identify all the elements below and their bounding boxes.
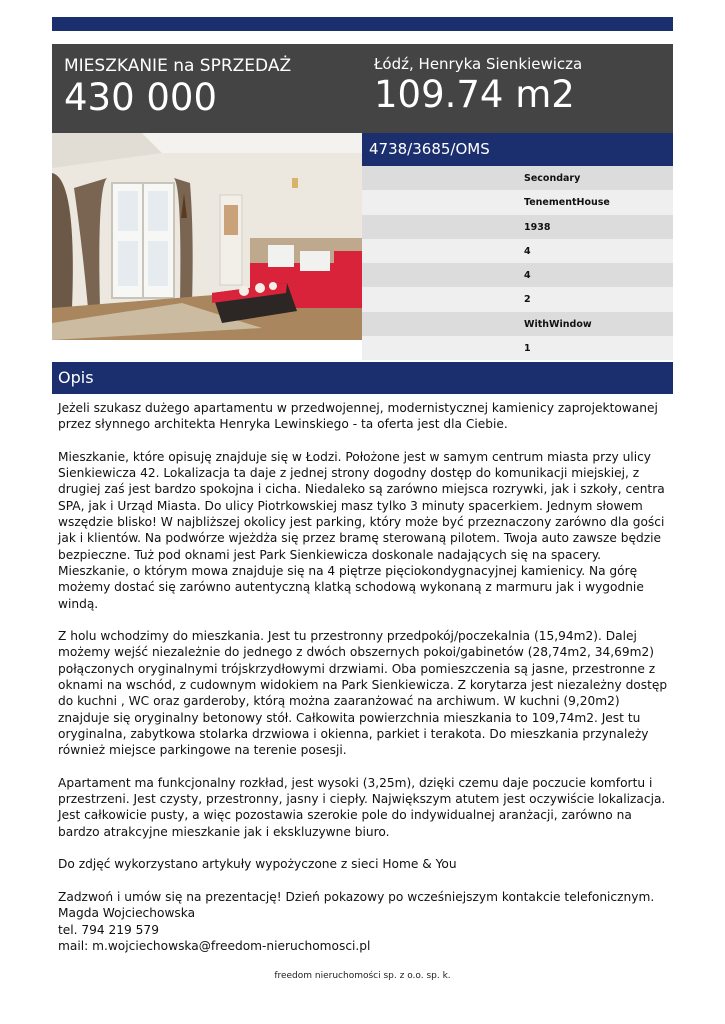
top-accent-bar: [52, 17, 673, 31]
reference-number-bar: [362, 133, 673, 166]
details-value: 1: [524, 343, 531, 355]
details-row-year-built: [362, 215, 673, 239]
living-room-photo: [52, 133, 362, 340]
details-row-building-type: [362, 190, 673, 214]
details-table: [362, 166, 673, 360]
details-row-parking: [362, 336, 673, 360]
listing-photo: [52, 133, 362, 340]
listing-area: 109.74 m2: [374, 73, 575, 116]
details-value: WithWindow: [524, 318, 592, 330]
description-body: [58, 400, 670, 954]
description-paragraph: Z holu wchodzimy do mieszkania. Jest tu przestronny przedpokój/poczekalnia (15,94m2). Dalej możemy wejść niezależnie do jednego z dwóch obszernych pokoi/gabinetów (28,74m2, 34,69m2) połączonych oryginalnymi trójskrzydłowymi drzwiami. Oba pomieszczenia są jasne, przestronne z oknami na wschód, z cudownym widokiem na Park Sienkiewicza. Z korytarza jest niezależny dostęp do kuchni , WC oraz garderoby, którą można zaaranżować na archiwum. W kuchni (9,20m2) znajduje się oryginalny betonowy stół. Całkowita powierzchnia mieszkania to 109,74m2. Jest tu oryginalna, zabytkowa stolarka drzwiowa i okienna, parkiet i terakota. Do mieszkania przynależy również miejsce parkingowe na terenie posesji.: [58, 629, 668, 758]
description-paragraph: Do zdjęć wykorzystano artykuły wypożyczone z sieci Home & You: [58, 857, 457, 872]
description-paragraph: Jeżeli szukasz dużego apartamentu w przedwojennej, modernistycznej kamienicy zaprojektowanej przez słynnego architekta Henryka Lewinskiego - ta oferta jest dla Ciebie.: [58, 401, 658, 432]
listing-header: [52, 44, 673, 133]
reference-number: 4738/3685/OMS: [369, 140, 490, 158]
description-heading: Opis: [58, 368, 94, 387]
description-paragraph: Mieszkanie, które opisuję znajduje się w Łodzi. Położone jest w samym centrum miasta przy ulicy Sienkiewicza 42. Lokalizacja ta daje z jednej strony dogodny dostęp do komunikacji miejskiej, z drugiej zaś jest bardzo spokojna i cicha. Niedaleko są zarówno miejsca rozrywki, jak i szkoły, centra SPA, jak i Urząd Miasta. Do ulicy Piotrkowskiej masz tylko 3 minuty spacerkiem. Jednym słowem wszędzie blisko! W najbliższej okolicy jest parking, który może być przeznaczony zarówno dla gości jak i klientów. Na podwórze wjeżdża się przez bramę sterowaną pilotem. Twoja auto zawsze będzie bezpieczne. Tuż pod oknami jest Park Sienkiewicza doskonale nadających się na spacery. Mieszkanie, o którym mowa znajduje się na 4 piętrze pięciokondygnacyjnej kamienicy. Na górę możemy dostać się zarówno autentyczną klatką schodową wykonaną z marmuru jak i wygodnie windą.: [58, 449, 665, 611]
listing-price: 430 000: [64, 76, 218, 119]
details-value: 1938: [524, 221, 551, 233]
details-row-bathrooms: [362, 287, 673, 311]
listing-location: Łódź, Henryka Sienkiewicza: [374, 55, 583, 73]
details-value: 4: [524, 270, 531, 282]
agent-name: Magda Wojciechowska: [58, 906, 196, 921]
details-row-kitchen: [362, 312, 673, 336]
agent-phone: tel. 794 219 579: [58, 922, 159, 937]
description-paragraph: Apartament ma funkcjonalny rozkład, jest wysoki (3,25m), dzięki czemu daje poczucie komfortu i przestrzeni. Jest czysty, przestronny, jasny i ciepły. Największym atutem jest oczywiście lokalizacja. Jest całkowicie pusty, a więc pozostawia szerokie pole do indywidualnej aranżacji, zarówno na bardzo atrakcyjne mieszkanie jak i ekskluzywne biuro.: [58, 775, 666, 839]
details-row-rooms: [362, 239, 673, 263]
agent-email: mail: m.wojciechowska@freedom-nieruchomosci.pl: [58, 938, 371, 953]
listing-type: MIESZKANIE na SPRZEDAŻ: [64, 56, 292, 76]
details-value: Secondary: [524, 173, 581, 184]
description-heading-bar: [52, 362, 673, 394]
contact-intro: Zadzwoń i umów się na prezentację! Dzień pokazowy po wcześniejszym kontakcie telefonicznym.: [58, 889, 655, 904]
details-value: TenementHouse: [524, 197, 610, 209]
details-value: 4: [524, 245, 531, 257]
details-row-floor: [362, 263, 673, 287]
details-row-market: [362, 166, 673, 190]
details-value: 2: [524, 294, 531, 306]
footer-company: freedom nieruchomości sp. z o.o. sp. k.: [274, 971, 451, 981]
